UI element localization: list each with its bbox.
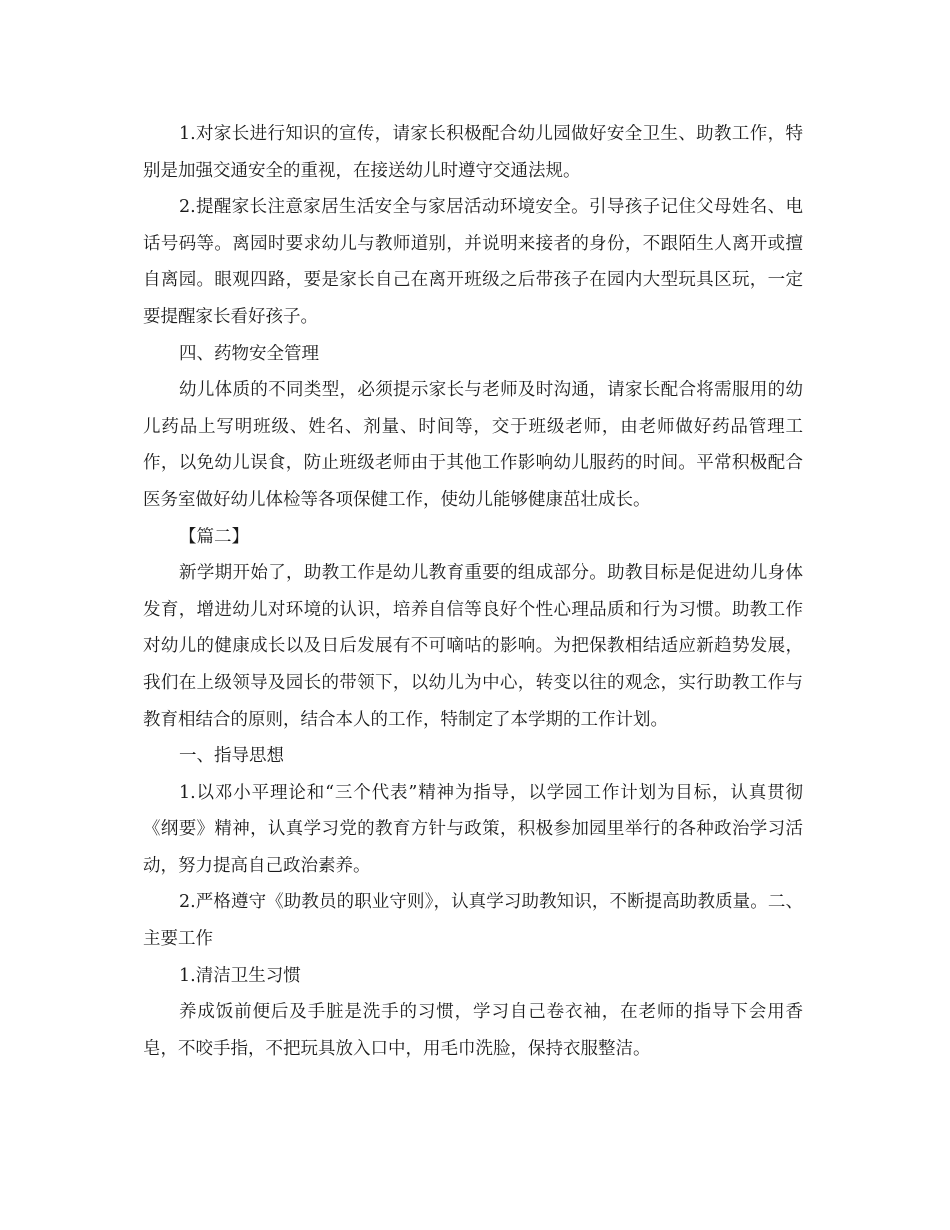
section-heading-medicine-safety: 四、药物安全管理 xyxy=(179,343,319,364)
section-heading-guiding-thought: 一、指导思想 xyxy=(179,746,284,767)
part-heading-part-two: 【篇二】 xyxy=(179,526,249,547)
paragraph-guiding-point-1: 1.以邓小平理论和“三个代表”精神为指导，以学园工作计划为目标，认真贯彻《纲要》精神，认真学习党的教育方针与政策，积极参加园里举行的各种政治学习活动，努力提高自己政治素养。 xyxy=(143,782,803,876)
paragraph-medicine-management: 幼儿体质的不同类型，必须提示家长与老师及时沟通，请家长配合将需服用的幼儿药品上写明班级、姓名、剂量、时间等，交于班级老师，由老师做好药品管理工作，以免幼儿误食，防止班级老师由于其他工作影响幼儿服药的时间。平常积极配合医务室做好幼儿体检等各项保健工作，使幼儿能够健康茁壮成长。 xyxy=(143,380,803,510)
paragraph-guiding-point-2: 2.严格遵守《助教员的职业守则》，认真学习助教知识，不断提高助教质量。二、主要工作 xyxy=(143,892,803,950)
paragraph-hygiene-habits: 养成饭前便后及手脏是洗手的习惯，学习自己卷衣袖，在老师的指导下会用香皂，不咬手指，不把玩具放入口中，用毛巾洗脸，保持衣服整洁。 xyxy=(143,1002,803,1059)
paragraph-new-semester-intro: 新学期开始了，助教工作是幼儿教育重要的组成部分。助教目标是促进幼儿身体发育，增进幼儿对环境的认识，培养自信等良好个性心理品质和行为习惯。助教工作对幼儿的健康成长以及日后发展有不可嘀咕的影响。为把保教相结适应新趋势发展，我们在上级领导及园长的带领下，以幼儿为中心，转变以往的观念，实行助教工作与教育相结合的原则，结合本人的工作，特制定了本学期的工作计划。 xyxy=(143,563,803,730)
subheading-hygiene-habits: 1.清洁卫生习惯 xyxy=(179,965,301,986)
paragraph-parent-safety-publicity: 1.对家长进行知识的宣传，请家长积极配合幼儿园做好安全卫生、助教工作，特别是加强交通安全的重视，在接送幼儿时遵守交通法规。 xyxy=(143,124,803,181)
document-body xyxy=(143,116,803,1067)
paragraph-home-safety-reminder: 2.提醒家长注意家居生活安全与家居活动环境安全。引导孩子记住父母姓名、电话号码等。离园时要求幼儿与教师道别，并说明来接者的身份，不跟陌生人离开或擅自离园。眼观四路，要是家长自己在离开班级之后带孩子在园内大型玩具区玩，一定要提醒家长看好孩子。 xyxy=(143,197,803,327)
